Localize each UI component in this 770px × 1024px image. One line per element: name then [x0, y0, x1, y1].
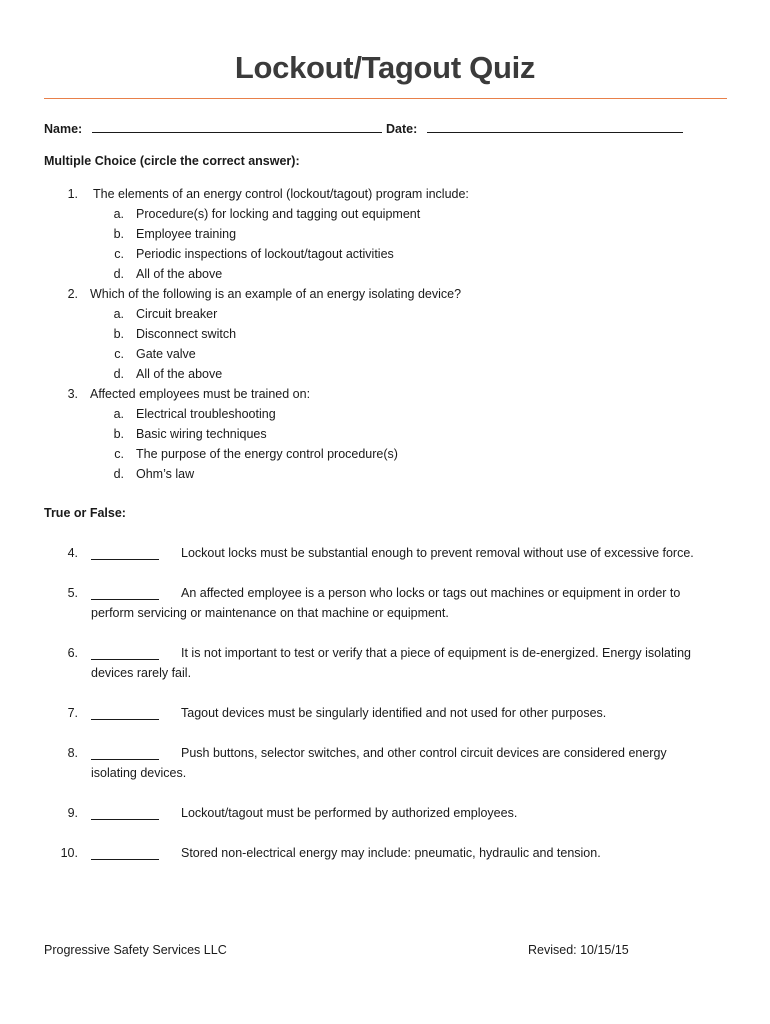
mc-question-number: 3. [67, 387, 78, 401]
mc-option-text[interactable]: Periodic inspections of lockout/tagout activities [136, 247, 394, 261]
mc-option-letter[interactable]: a. [113, 207, 124, 221]
mc-heading: Multiple Choice (circle the correct answer): [44, 154, 300, 168]
tf-statement-continued: isolating devices. [91, 766, 187, 780]
date-label: Date: [386, 122, 418, 136]
mc-option-text[interactable]: Electrical troubleshooting [136, 407, 276, 421]
mc-option-text[interactable]: All of the above [136, 267, 223, 281]
answer-blank[interactable] [91, 648, 159, 660]
mc-option-text[interactable]: All of the above [136, 367, 223, 381]
mc-question-number: 1. [67, 187, 78, 201]
answer-blank[interactable] [91, 748, 159, 760]
footer-company: Progressive Safety Services LLC [44, 943, 227, 957]
mc-option-text[interactable]: Ohm’s law [136, 467, 195, 481]
mc-option-text[interactable]: Disconnect switch [136, 327, 237, 341]
mc-option-letter[interactable]: b. [113, 327, 124, 341]
mc-question-text: Which of the following is an example of an energy isolating device? [90, 287, 462, 301]
mc-option-letter[interactable]: d. [113, 467, 124, 481]
tf-statement: Stored non-electrical energy may include: pneumatic, hydraulic and tension. [181, 846, 601, 860]
tf-question-number: 8. [67, 746, 78, 760]
tf-statement-continued: devices rarely fail. [91, 666, 192, 680]
mc-option-text[interactable]: Gate valve [136, 347, 196, 361]
mc-option-letter[interactable]: b. [113, 427, 124, 441]
date-field[interactable] [386, 120, 683, 136]
mc-question-text: Affected employees must be trained on: [90, 387, 311, 401]
tf-question-number: 9. [67, 806, 78, 820]
tf-heading: True or False: [44, 506, 126, 520]
mc-option-letter[interactable]: c. [114, 347, 124, 361]
tf-statement: Lockout locks must be substantial enough to prevent removal without use of excessive force. [181, 546, 694, 560]
mc-option-letter[interactable]: d. [113, 267, 124, 281]
mc-option-text[interactable]: The purpose of the energy control procedure(s) [136, 447, 398, 461]
page-title: Lockout/Tagout Quiz [234, 50, 536, 85]
name-blank[interactable] [92, 120, 382, 133]
tf-question-number: 10. [60, 846, 78, 860]
mc-option-text[interactable]: Employee training [136, 227, 237, 241]
answer-blank[interactable] [91, 708, 159, 720]
tf-statement: Lockout/tagout must be performed by authorized employees. [181, 806, 518, 820]
date-blank[interactable] [427, 120, 683, 133]
mc-option-letter[interactable]: b. [113, 227, 124, 241]
tf-question-number: 4. [67, 546, 78, 560]
mc-question-text: The elements of an energy control (lockout/tagout) program include: [93, 187, 469, 201]
mc-option-letter[interactable]: d. [113, 367, 124, 381]
mc-question-number: 2. [67, 287, 78, 301]
tf-statement: Push buttons, selector switches, and other control circuit devices are considered energy [181, 746, 667, 760]
tf-statement-continued: perform servicing or maintenance on that machine or equipment. [91, 606, 449, 620]
name-label: Name: [44, 122, 83, 136]
name-field[interactable] [44, 120, 382, 136]
answer-blank[interactable] [91, 808, 159, 820]
answer-blank[interactable] [91, 588, 159, 600]
title-divider [44, 98, 727, 99]
mc-option-letter[interactable]: c. [114, 247, 124, 261]
tf-statement: It is not important to test or verify that a piece of equipment is de-energized. Energy isolating [181, 646, 691, 660]
mc-option-text[interactable]: Procedure(s) for locking and tagging out equipment [136, 207, 421, 221]
footer-revised: Revised: 10/15/15 [528, 943, 629, 957]
tf-question-number: 7. [67, 706, 78, 720]
answer-blank[interactable] [91, 548, 159, 560]
tf-statement: Tagout devices must be singularly identified and not used for other purposes. [181, 706, 607, 720]
tf-statement: An affected employee is a person who locks or tags out machines or equipment in order to [181, 586, 681, 600]
mc-option-letter[interactable]: a. [113, 407, 124, 421]
mc-option-letter[interactable]: c. [114, 447, 124, 461]
mc-option-letter[interactable]: a. [113, 307, 124, 321]
mc-option-text[interactable]: Circuit breaker [136, 307, 218, 321]
tf-question-number: 5. [67, 586, 78, 600]
answer-blank[interactable] [91, 848, 159, 860]
tf-question-number: 6. [67, 646, 78, 660]
mc-option-text[interactable]: Basic wiring techniques [136, 427, 267, 441]
